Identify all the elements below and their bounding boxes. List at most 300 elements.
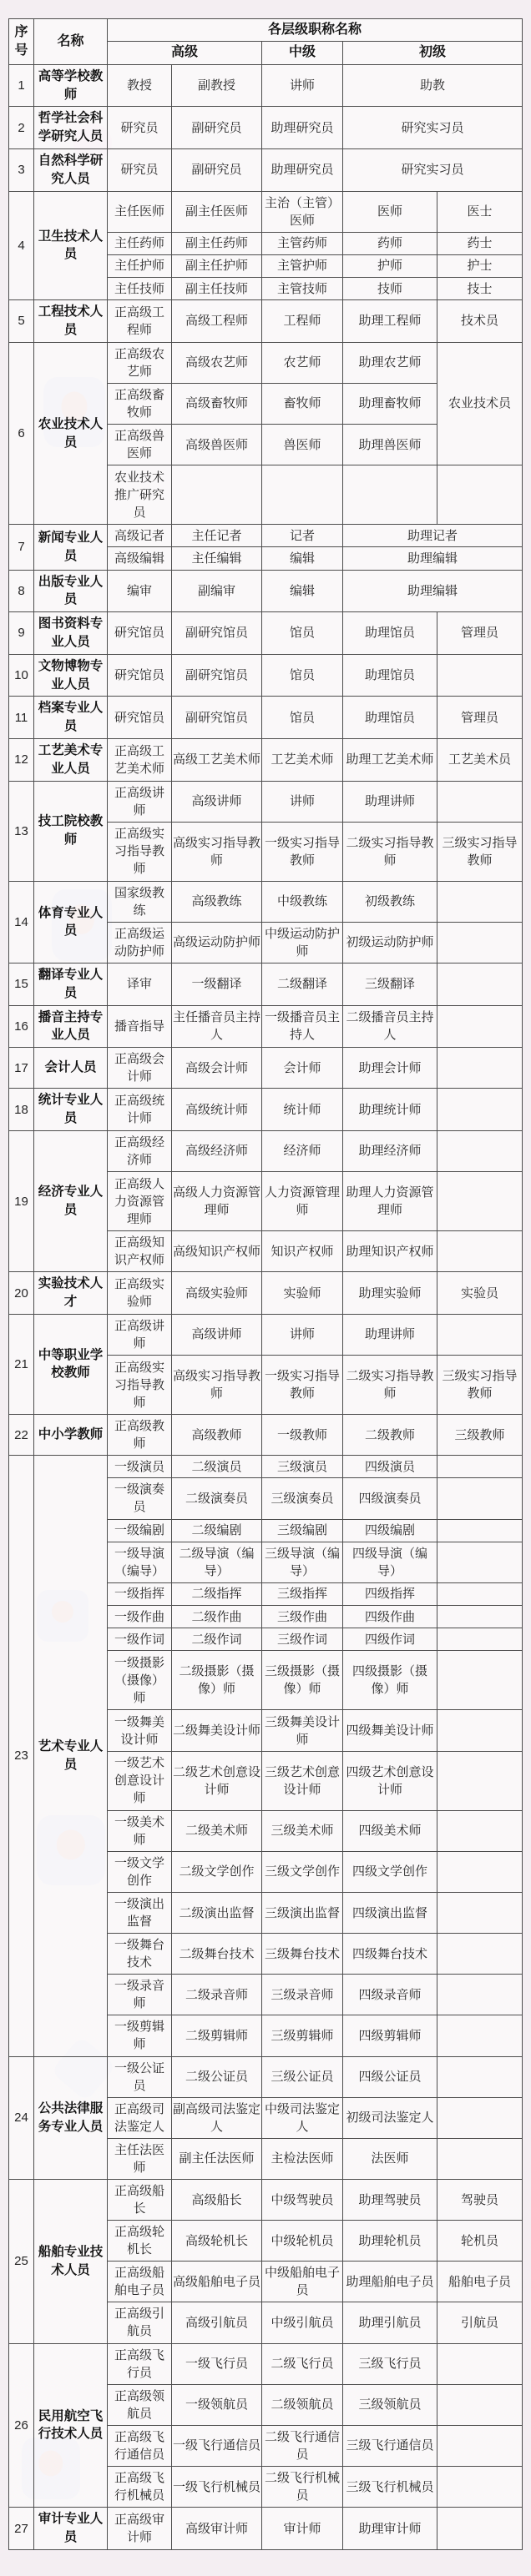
cell-title: 正高级畜牧师 xyxy=(108,383,172,424)
cell-title: 正高级飞行通信员 xyxy=(108,2425,172,2466)
cell-title: 一级美术师 xyxy=(108,1810,172,1851)
cell-title: 高级工程师 xyxy=(172,300,262,343)
cell-group-name: 实验技术人才 xyxy=(34,1272,108,1315)
cell-title: 二级教师 xyxy=(343,1415,437,1456)
cell-title: 一级舞台技术 xyxy=(108,1934,172,1975)
cell-title xyxy=(437,465,523,525)
cell-title: 高级船舶电子员 xyxy=(172,2262,262,2302)
cell-group-name: 工程技术人员 xyxy=(34,300,108,343)
cell-seq: 1 xyxy=(9,64,34,107)
table-row xyxy=(9,881,523,922)
cell-title: 三级舞美设计师 xyxy=(262,1710,343,1751)
cell-title: 研究员 xyxy=(108,148,172,191)
cell-group-name: 农业技术人员 xyxy=(34,342,108,525)
cell-seq: 19 xyxy=(9,1130,34,1271)
cell-group-name: 技工院校教师 xyxy=(34,781,108,881)
cell-seq: 6 xyxy=(9,342,34,525)
cell-title: 高级运动防护师 xyxy=(172,922,262,963)
cell-title: 三级飞行员 xyxy=(343,2343,437,2384)
cell-title: 高级轮机长 xyxy=(172,2221,262,2262)
cell-seq: 12 xyxy=(9,738,34,781)
cell-title: 一级剪辑师 xyxy=(108,2015,172,2056)
cell-title: 二级飞行机械员 xyxy=(262,2466,343,2507)
cell-title: 兽医师 xyxy=(262,425,343,465)
cell-title: 四级演出监督 xyxy=(343,1892,437,1933)
cell-title xyxy=(437,1606,523,1628)
table-row xyxy=(9,1089,523,1131)
cell-title: 四级演奏员 xyxy=(343,1478,437,1519)
header-levels: 各层级职称名称 xyxy=(108,19,523,42)
cell-title: 讲师 xyxy=(262,64,343,107)
cell-title: 知识产权师 xyxy=(262,1231,343,1272)
cell-title xyxy=(437,1478,523,1519)
cell-title: 正高级工程师 xyxy=(108,300,172,343)
cell-title: 一级飞行机械员 xyxy=(172,2466,262,2507)
cell-title xyxy=(343,465,437,525)
cell-title: 医师 xyxy=(343,191,437,232)
cell-title: 主治（主管）医师 xyxy=(262,191,343,232)
cell-title: 馆员 xyxy=(262,654,343,697)
cell-title: 正高级知识产权师 xyxy=(108,1231,172,1272)
cell-title: 管理员 xyxy=(437,612,523,655)
cell-title xyxy=(437,1651,523,1710)
cell-title: 一级演奏员 xyxy=(108,1478,172,1519)
cell-seq: 21 xyxy=(9,1314,34,1414)
cell-title: 经济师 xyxy=(262,1130,343,1171)
cell-title: 一级教师 xyxy=(262,1415,343,1456)
cell-title: 正高级讲师 xyxy=(108,1314,172,1355)
cell-title: 副研究馆员 xyxy=(172,654,262,697)
cell-title: 高级编辑 xyxy=(108,547,172,570)
table-row xyxy=(9,1456,523,1478)
table-row xyxy=(9,300,523,343)
cell-title xyxy=(437,2508,523,2550)
table-row xyxy=(9,963,523,1006)
cell-title: 高级教练 xyxy=(172,881,262,922)
cell-title: 高级会计师 xyxy=(172,1048,262,1089)
cell-title: 技术员 xyxy=(437,300,523,343)
cell-title: 副教授 xyxy=(172,64,262,107)
cell-title: 三级飞行通信员 xyxy=(343,2425,437,2466)
cell-title: 主管技师 xyxy=(262,278,343,300)
header-name: 名称 xyxy=(34,19,108,65)
cell-title: 助理农艺师 xyxy=(343,342,437,383)
cell-seq: 2 xyxy=(9,107,34,149)
cell-title: 正高级统计师 xyxy=(108,1089,172,1131)
cell-title: 二级飞行通信员 xyxy=(262,2425,343,2466)
cell-title: 四级导演（编导） xyxy=(343,1542,437,1582)
cell-title: 助教 xyxy=(343,64,523,107)
cell-title: 实验师 xyxy=(262,1272,343,1315)
cell-title: 助理馆员 xyxy=(343,654,437,697)
table-row xyxy=(9,1415,523,1456)
cell-group-name: 翻译专业人员 xyxy=(34,963,108,1006)
cell-title: 三级剪辑师 xyxy=(262,2015,343,2056)
cell-seq: 13 xyxy=(9,781,34,881)
table-row xyxy=(9,654,523,697)
cell-title: 助理畜牧师 xyxy=(343,383,437,424)
cell-title xyxy=(437,1231,523,1272)
cell-title: 二级播音员主持人 xyxy=(343,1005,437,1048)
cell-title: 二级公证员 xyxy=(172,2056,262,2097)
cell-title xyxy=(437,1810,523,1851)
cell-title: 副主任技师 xyxy=(172,278,262,300)
cell-title: 正高级会计师 xyxy=(108,1048,172,1089)
table-header xyxy=(9,19,523,65)
cell-seq: 8 xyxy=(9,570,34,612)
cell-title: 三级录音师 xyxy=(262,1975,343,2015)
cell-title: 正高级飞行员 xyxy=(108,2343,172,2384)
cell-title: 驾驶员 xyxy=(437,2179,523,2220)
cell-title: 二级领航员 xyxy=(262,2384,343,2425)
cell-title: 助理知识产权师 xyxy=(343,1231,437,1272)
cell-title: 统计师 xyxy=(262,1089,343,1131)
cell-title xyxy=(437,1172,523,1231)
cell-title: 二级舞台技术 xyxy=(172,1934,262,1975)
cell-title: 教授 xyxy=(108,64,172,107)
cell-title: 研究实习员 xyxy=(343,148,523,191)
table-row xyxy=(9,64,523,107)
cell-title: 编审 xyxy=(108,570,172,612)
table-row xyxy=(9,697,523,739)
cell-title: 四级公证员 xyxy=(343,2056,437,2097)
title-levels-table xyxy=(8,18,523,2550)
cell-title: 一级实习指导教师 xyxy=(262,1355,343,1414)
cell-group-name: 图书资料专业人员 xyxy=(34,612,108,655)
cell-title: 助理轮机员 xyxy=(343,2221,437,2262)
cell-title: 一级领航员 xyxy=(172,2384,262,2425)
cell-title: 畜牧师 xyxy=(262,383,343,424)
cell-title: 译审 xyxy=(108,963,172,1006)
cell-title: 二级演出监督 xyxy=(172,1892,262,1933)
cell-title xyxy=(437,1130,523,1171)
cell-title: 三级演出监督 xyxy=(262,1892,343,1933)
table-row xyxy=(9,2343,523,2384)
cell-title: 三级艺术创意设计师 xyxy=(262,1751,343,1810)
table-row xyxy=(9,1272,523,1315)
cell-title: 三级作曲 xyxy=(262,1606,343,1628)
cell-title: 一级飞行员 xyxy=(172,2343,262,2384)
cell-title: 正高级审计师 xyxy=(108,2508,172,2550)
cell-title xyxy=(172,465,262,525)
cell-title: 三级美术师 xyxy=(262,1810,343,1851)
cell-title: 引航员 xyxy=(437,2302,523,2343)
cell-title xyxy=(262,465,343,525)
cell-seq: 23 xyxy=(9,1456,34,2056)
cell-title: 编辑 xyxy=(262,570,343,612)
cell-title xyxy=(437,1934,523,1975)
cell-title xyxy=(437,781,523,822)
cell-title: 四级舞台技术 xyxy=(343,1934,437,1975)
cell-title: 医士 xyxy=(437,191,523,232)
cell-group-name: 新闻专业人员 xyxy=(34,525,108,570)
cell-title: 一级作词 xyxy=(108,1628,172,1651)
cell-title: 实验员 xyxy=(437,1272,523,1315)
cell-title: 管理员 xyxy=(437,697,523,739)
cell-title: 一级艺术创意设计师 xyxy=(108,1751,172,1810)
cell-title: 主管药师 xyxy=(262,232,343,254)
cell-title: 一级文学创作 xyxy=(108,1851,172,1892)
cell-group-name: 中小学教师 xyxy=(34,1415,108,1456)
cell-title: 审计师 xyxy=(262,2508,343,2550)
cell-title: 助理统计师 xyxy=(343,1089,437,1131)
cell-seq: 17 xyxy=(9,1048,34,1089)
cell-title xyxy=(437,2138,523,2179)
cell-seq: 9 xyxy=(9,612,34,655)
cell-title xyxy=(437,2015,523,2056)
cell-title xyxy=(437,1892,523,1933)
cell-title: 正高级实验师 xyxy=(108,1272,172,1315)
cell-title: 高级讲师 xyxy=(172,1314,262,1355)
cell-title: 一级播音员主持人 xyxy=(262,1005,343,1048)
cell-title: 工艺美术师 xyxy=(262,738,343,781)
cell-title: 农艺师 xyxy=(262,342,343,383)
cell-seq: 22 xyxy=(9,1415,34,1456)
cell-group-name: 档案专业人员 xyxy=(34,697,108,739)
table-row xyxy=(9,2056,523,2097)
cell-title: 研究馆员 xyxy=(108,697,172,739)
cell-title: 研究员 xyxy=(108,107,172,149)
cell-title: 二级录音师 xyxy=(172,1975,262,2015)
cell-title xyxy=(437,1628,523,1651)
cell-title: 二级舞美设计师 xyxy=(172,1710,262,1751)
cell-title: 助理馆员 xyxy=(343,612,437,655)
cell-title: 副研究员 xyxy=(172,107,262,149)
cell-group-name: 审计专业人员 xyxy=(34,2508,108,2550)
cell-title: 高级畜牧师 xyxy=(172,383,262,424)
cell-title: 四级作词 xyxy=(343,1628,437,1651)
cell-title: 主任法医师 xyxy=(108,2138,172,2179)
cell-title: 正高级讲师 xyxy=(108,781,172,822)
cell-title: 助理研究员 xyxy=(262,148,343,191)
cell-title xyxy=(437,1456,523,1478)
cell-title: 三级教师 xyxy=(437,1415,523,1456)
cell-title: 二级编剧 xyxy=(172,1519,262,1542)
cell-title: 助理审计师 xyxy=(343,2508,437,2550)
cell-title: 中级轮机员 xyxy=(262,2221,343,2262)
cell-title: 三级翻译 xyxy=(343,963,437,1006)
table-row xyxy=(9,2508,523,2550)
cell-title: 正高级船舶电子员 xyxy=(108,2262,172,2302)
cell-title: 正高级实习指导教师 xyxy=(108,1355,172,1414)
cell-title: 三级实习指导教师 xyxy=(437,1355,523,1414)
table-row xyxy=(9,570,523,612)
cell-title: 四级演员 xyxy=(343,1456,437,1478)
cell-title xyxy=(437,1519,523,1542)
table-row xyxy=(9,107,523,149)
cell-title: 药士 xyxy=(437,232,523,254)
cell-title: 副主任医师 xyxy=(172,191,262,232)
cell-title: 一级演出监督 xyxy=(108,1892,172,1933)
cell-title: 助理兽医师 xyxy=(343,425,437,465)
cell-title: 一级指挥 xyxy=(108,1582,172,1605)
cell-title: 二级作词 xyxy=(172,1628,262,1651)
cell-title: 二级作曲 xyxy=(172,1606,262,1628)
cell-group-name: 民用航空飞行技术人员 xyxy=(34,2343,108,2508)
cell-title: 三级演员 xyxy=(262,1456,343,1478)
cell-title: 一级翻译 xyxy=(172,963,262,1006)
cell-title: 二级艺术创意设计师 xyxy=(172,1751,262,1810)
table-row xyxy=(9,1005,523,1048)
cell-title: 四级编剧 xyxy=(343,1519,437,1542)
cell-title: 三级文学创作 xyxy=(262,1851,343,1892)
cell-title: 助理经济师 xyxy=(343,1130,437,1171)
cell-title: 主任护师 xyxy=(108,254,172,277)
cell-group-name: 工艺美术专业人员 xyxy=(34,738,108,781)
cell-seq: 24 xyxy=(9,2056,34,2179)
cell-title: 正高级农艺师 xyxy=(108,342,172,383)
cell-title: 正高级运动防护师 xyxy=(108,922,172,963)
cell-title: 正高级教师 xyxy=(108,1415,172,1456)
cell-title: 研究实习员 xyxy=(343,107,523,149)
cell-title: 四级摄影（摄像）师 xyxy=(343,1651,437,1710)
cell-title: 二级实习指导教师 xyxy=(343,1355,437,1414)
cell-title xyxy=(437,654,523,697)
cell-title: 一级舞美设计师 xyxy=(108,1710,172,1751)
cell-title: 助理编辑 xyxy=(343,547,523,570)
header-senior: 高级 xyxy=(108,42,262,64)
cell-title: 正高级飞行机械员 xyxy=(108,2466,172,2507)
cell-title: 正高级工艺美术师 xyxy=(108,738,172,781)
cell-title: 工程师 xyxy=(262,300,343,343)
cell-title: 播音指导 xyxy=(108,1005,172,1048)
cell-title xyxy=(437,1048,523,1089)
cell-title: 高级人力资源管理师 xyxy=(172,1172,262,1231)
cell-title: 助理编辑 xyxy=(343,570,523,612)
cell-title: 工艺美术员 xyxy=(437,738,523,781)
cell-seq: 14 xyxy=(9,881,34,963)
cell-title: 主任技师 xyxy=(108,278,172,300)
cell-group-name: 船舶专业技术人员 xyxy=(34,2179,108,2343)
cell-seq: 16 xyxy=(9,1005,34,1048)
cell-title xyxy=(437,1314,523,1355)
cell-title: 一级公证员 xyxy=(108,2056,172,2097)
cell-group-name: 艺术专业人员 xyxy=(34,1456,108,2056)
cell-title: 正高级人力资源管理师 xyxy=(108,1172,172,1231)
cell-title: 馆员 xyxy=(262,612,343,655)
cell-title: 三级摄影（摄像）师 xyxy=(262,1651,343,1710)
cell-title: 高级知识产权师 xyxy=(172,1231,262,1272)
table-row xyxy=(9,1130,523,1171)
cell-title: 二级翻译 xyxy=(262,963,343,1006)
header-row-1 xyxy=(9,19,523,42)
cell-title: 副主任药师 xyxy=(172,232,262,254)
cell-title: 高级船长 xyxy=(172,2179,262,2220)
table-row xyxy=(9,738,523,781)
cell-title: 人力资源管理师 xyxy=(262,1172,343,1231)
cell-title: 记者 xyxy=(262,525,343,547)
table-row xyxy=(9,781,523,822)
cell-title: 一级录音师 xyxy=(108,1975,172,2015)
cell-title: 高级实验师 xyxy=(172,1272,262,1315)
cell-title: 四级艺术创意设计师 xyxy=(343,1751,437,1810)
cell-seq: 20 xyxy=(9,1272,34,1315)
cell-group-name: 哲学社会科学研究人员 xyxy=(34,107,108,149)
cell-title xyxy=(437,2097,523,2138)
cell-title: 研究馆员 xyxy=(108,612,172,655)
cell-title: 正高级船长 xyxy=(108,2179,172,2220)
cell-title xyxy=(437,2056,523,2097)
cell-title: 四级舞美设计师 xyxy=(343,1710,437,1751)
cell-title: 主检法医师 xyxy=(262,2138,343,2179)
cell-title: 高级工艺美术师 xyxy=(172,738,262,781)
cell-title: 助理会计师 xyxy=(343,1048,437,1089)
cell-title: 讲师 xyxy=(262,1314,343,1355)
cell-title: 二级实习指导教师 xyxy=(343,822,437,881)
cell-title: 高级讲师 xyxy=(172,781,262,822)
cell-title: 助理实验师 xyxy=(343,1272,437,1315)
cell-title: 三级公证员 xyxy=(262,2056,343,2097)
cell-title: 高级实习指导教师 xyxy=(172,1355,262,1414)
cell-seq: 26 xyxy=(9,2343,34,2508)
cell-title: 高级兽医师 xyxy=(172,425,262,465)
cell-group-name: 会计人员 xyxy=(34,1048,108,1089)
cell-title: 助理驾驶员 xyxy=(343,2179,437,2220)
cell-title: 助理工程师 xyxy=(343,300,437,343)
cell-title: 中级运动防护师 xyxy=(262,922,343,963)
cell-title: 农业技术员 xyxy=(437,342,523,465)
cell-title: 一级飞行通信员 xyxy=(172,2425,262,2466)
cell-title: 助理引航员 xyxy=(343,2302,437,2343)
table-row xyxy=(9,525,523,547)
cell-title: 中级船舶电子员 xyxy=(262,2262,343,2302)
cell-title: 副主任法医师 xyxy=(172,2138,262,2179)
table-row xyxy=(9,612,523,655)
cell-title: 技师 xyxy=(343,278,437,300)
cell-group-name: 播音主持专业人员 xyxy=(34,1005,108,1048)
cell-title: 助理馆员 xyxy=(343,697,437,739)
cell-title: 一级作曲 xyxy=(108,1606,172,1628)
table-row xyxy=(9,342,523,383)
cell-seq: 5 xyxy=(9,300,34,343)
cell-title: 会计师 xyxy=(262,1048,343,1089)
header-junior: 初级 xyxy=(343,42,523,64)
cell-title xyxy=(437,1542,523,1582)
cell-title: 高级经济师 xyxy=(172,1130,262,1171)
cell-title: 技士 xyxy=(437,278,523,300)
cell-title: 高级统计师 xyxy=(172,1089,262,1131)
table-row xyxy=(9,148,523,191)
cell-title: 四级文学创作 xyxy=(343,1851,437,1892)
cell-group-name: 高等学校教师 xyxy=(34,64,108,107)
cell-title: 主任药师 xyxy=(108,232,172,254)
cell-title xyxy=(437,963,523,1006)
cell-title: 农业技术推广研究员 xyxy=(108,465,172,525)
cell-title: 二级演奏员 xyxy=(172,1478,262,1519)
cell-title: 一级实习指导教师 xyxy=(262,822,343,881)
cell-title: 助理讲师 xyxy=(343,1314,437,1355)
cell-title: 助理工艺美术师 xyxy=(343,738,437,781)
cell-title: 四级剪辑师 xyxy=(343,2015,437,2056)
cell-title: 正高级轮机长 xyxy=(108,2221,172,2262)
cell-title: 三级演奏员 xyxy=(262,1478,343,1519)
cell-title: 正高级领航员 xyxy=(108,2384,172,2425)
cell-title xyxy=(437,881,523,922)
title-table-body xyxy=(9,64,523,2549)
cell-title: 一级导演（编导） xyxy=(108,1542,172,1582)
cell-seq: 11 xyxy=(9,697,34,739)
cell-title: 初级运动防护师 xyxy=(343,922,437,963)
cell-title: 一级演员 xyxy=(108,1456,172,1478)
cell-title: 轮机员 xyxy=(437,2221,523,2262)
cell-title: 副编审 xyxy=(172,570,262,612)
cell-title xyxy=(437,1582,523,1605)
cell-title: 正高级兽医师 xyxy=(108,425,172,465)
cell-title: 主任编辑 xyxy=(172,547,262,570)
cell-title: 讲师 xyxy=(262,781,343,822)
cell-title: 主任播音员主持人 xyxy=(172,1005,262,1048)
cell-title: 四级指挥 xyxy=(343,1582,437,1605)
